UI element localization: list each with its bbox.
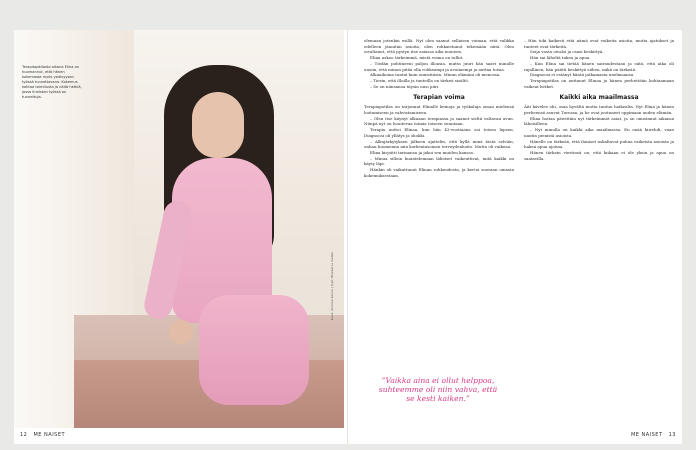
page-number: 13 (668, 432, 676, 438)
paragraph: – Alkujärkytyksen jälkeen ajattelin, että kyllä minä tästä selviän, onhan huomenna niin korkeatasoinen terveydenhoito. Mutta oli vaikeaa. (364, 138, 514, 150)
paragraph: Alkuaikoina tuntui kuin onnistuisin. Minun elämäni oli menossa. (370, 72, 501, 78)
paragraph: Hän sai läheltä tukea ja apua. (530, 55, 591, 61)
right-page (348, 30, 682, 444)
paragraph: Äiti kävelee ohi, osaa hyvältä mutta tuntuu haikealta. Nyt Elina ja hänen perheensä asuvat Turussa, ja he ovat joutuneet oppimaan uuden elämän. (524, 104, 674, 116)
paragraph: – Se on niinsanoa täysin uusi piiri. (370, 83, 440, 89)
paragraph: Terapiapotilas on auttanut Elinaa ja hänen perhettään kohtaamaan vaikeat hetket. (524, 77, 674, 89)
paragraph: Elina hoitaa päivittäin nyt tärkeimmät asiat, ja on omistanut aikansa läheisilleen. (524, 115, 674, 127)
face-shape (192, 92, 244, 158)
subheading: Kaikki aika maailmassa (559, 94, 639, 102)
paragraph: olemaan jotenkin esillä. Nyt olen saanut sellaisen voiman, että valikka edelleen jännitän asioita, olen rohkaistunut tekemään niitä. Olen oivaltanut, että pystyn itse asiassa aika moneen. (364, 38, 514, 55)
subheading: Terapian voima (413, 94, 465, 102)
paragraph: Elina kirjoitti tarinansa ja jakoi sen muiden kanssa. (370, 149, 475, 155)
paragraph: – Hän toki kaikesti että nämä ovat vaikeita asioita, mutta ajatukset ja tunteet ovat tärkeitä. (524, 38, 674, 49)
page-number: 12 (20, 432, 28, 438)
paragraph: Hänelle on tärkeää, että ihmiset uskaltavat puhua vaikeista asioista ja hakea apua ajoissa. (524, 138, 674, 150)
paragraph: Seija vasta oivalsi ja osasi keskittyä. (530, 49, 604, 55)
left-page (14, 30, 348, 444)
paragraph: – Nyt minulla on kaikki aika maailmassa. En enää kiirehdi, vaan nautin pienistä asioista. (524, 127, 674, 138)
photo-caption: Terapiapotilasta aikana Elina on huomannut, että hänen kokemasta myös ystävyysen työssä tunnettavana. Kokemus kohtaa toimitusta ja näitä hetkiä, jossa ihmisten työssä on tunnettuja. (22, 65, 82, 99)
magazine-name: ME NAISET (33, 432, 66, 438)
photo-credit: Kuva: Anniina Sainio | Tyyli: Hiukset ja meikki (330, 252, 334, 320)
paragraph: – Minua silloin kuuntelemaan läheiset vaikeuttivat, mitä kaikki on käyty läpi. (364, 155, 514, 167)
pull-quote: ”Vaikka aina ei ollut helppoa, suhteemme oli niin vahva, että se kesti kaiken.” (378, 376, 498, 403)
text-column-1 (364, 38, 514, 178)
paragraph: Hänen tärkein viestinsä on, että kukaan ei ole yksin ja apua on saatavilla. (524, 149, 674, 161)
paragraph: – Tiedän pohtineeni paljon illoasia, mutta juuri hän saavi minulle uusiin, että minun pitää olla rohkeampi ja avoimempi ja auttaa toisia. (364, 60, 514, 72)
text-column-2 (524, 38, 674, 161)
magazine-name: ME NAISET (630, 432, 663, 438)
paragraph: Terapiapotilas on tarjonnut Elinalle keinoja ja työkaluja oman mielensä hoitamiseen ja vahvistamiseen. (364, 104, 514, 116)
paragraph: – Kun Elina sai tietää hänen sairaudestaan ja siitä, että aika oli rajallinen, hän päätti keskittyä siihen, mikä on tärkeää. (524, 60, 674, 72)
paragraph: Diagnoosi ei estänyt häntä jatkamasta unelmaansa. (530, 72, 635, 78)
paragraph: Hänkin oli vaikuttunut Elinan rohkeudesta, ja kertoi suoraan omasta kokemuksestaan. (364, 167, 514, 178)
folio-right (631, 432, 676, 438)
paragraph: Elina uskoo tärkeimmä, mistä voima on tullut. (370, 55, 464, 61)
paragraph: – Olen itse käynyt alkuaan terapiassa ja saanut sieltä valtavan avun. Niinpä nyt on luontevaa toimia toiseen suuntaan. (364, 115, 514, 127)
paragraph: – Tiesin, että illoilla ja tunteilla on tärkeä sisältö. (370, 77, 470, 83)
paragraph: Terapia auttoi Elinaa, kun hän 43-vuotiaana sai toisen lapsen. Diagnoosi oli yllätys ja shokki. (364, 127, 514, 138)
folio-left (20, 432, 65, 438)
